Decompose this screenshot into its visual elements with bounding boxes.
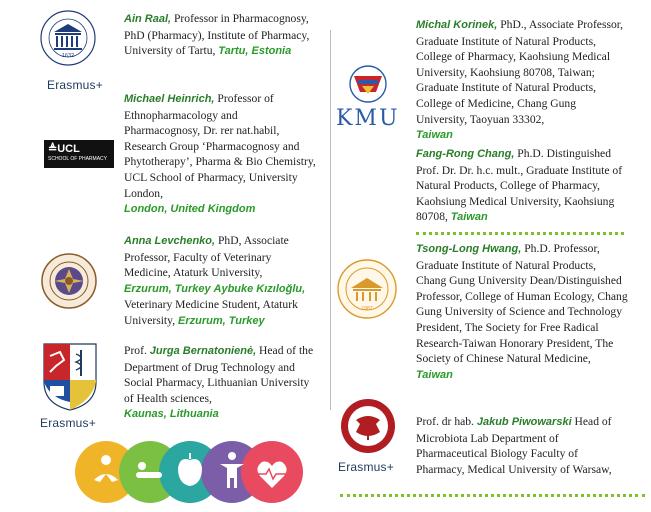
location: Taiwan: [416, 368, 453, 381]
entry-jakub-piwowarski: Prof. dr hab. Jakub Piwowarski Head of Microbiota Lab Department of Pharmaceutical Biology Faculty of Pharmacy, Medical University of Warsaw,: [416, 415, 612, 476]
person-name-2: Aybuke Kızıloğlu,: [213, 282, 306, 295]
chang-gung-year: 1987: [361, 306, 373, 312]
person-name: Ain Raal,: [124, 13, 172, 25]
entry-michal-korinek: Michal Korinek, PhD., Associate Professor, Graduate Institute of Natural Products, College of Pharmacy, Kaohsiung Medical University, Kaohsiung 80708, Taiwan; Graduate Institute of Natural Products, College of Medicine, Chang Gung University, Taoyuan 33302, Taiwan: [416, 18, 624, 142]
dotted-rule-bottom-right: [340, 494, 645, 497]
person-name: Michal Korinek,: [416, 19, 498, 31]
lsmu-logo: [42, 342, 98, 412]
erasmus-label-1: Erasmus+: [47, 78, 103, 92]
entry-michael-heinrich: Michael Heinrich, Professor of Ethnopharmacology and Pharmacognosy, Dr. rer nat.habil, Research Group ‘Pharmacognosy and Phytotherapy’, Pharma & Bio Chemistry, UCL School of Pharmacy, University London, London, United Kingdom: [124, 92, 316, 216]
tartu-year: 1632: [61, 53, 75, 59]
warsaw-medical-university-logo: [340, 398, 396, 454]
entry-fang-rong-chang: Fang-Rong Chang, Ph.D. Distinguished Prof. Dr. Dr. h.c. mult., Graduate Institute of Natural Products, College of Pharmacy, Kaohsiung Medical University, Kaohsiung 80708, Taiwan: [416, 147, 623, 224]
erasmus-label-2: Erasmus+: [40, 416, 96, 430]
location: London, United Kingdom: [124, 203, 256, 216]
location-2: Erzurum, Turkey: [178, 314, 265, 327]
tartu-university-logo: [40, 8, 96, 74]
ataturk-university-logo: [40, 252, 98, 310]
person-name: Tsong-Long Hwang,: [416, 243, 522, 255]
kmu-logo: [336, 62, 400, 132]
person-name: Jurga Bernatonienė,: [149, 345, 257, 357]
location: Tartu, Estonia: [218, 45, 292, 58]
person-name: Jakub Piwowarski: [476, 416, 572, 428]
person-name: Fang-Rong Chang,: [416, 148, 515, 160]
column-divider: [330, 30, 331, 410]
dotted-rule-mid-right: [416, 232, 624, 235]
location: Erzurum, Turkey: [124, 282, 211, 295]
entry-anna-levchenko: Anna Levchenko, PhD, Associate Professor, Faculty of Veterinary Medicine, Ataturk University, Erzurum, Turkey Aybuke Kızıloğlu, Veterinary Medicine Student, Ataturk University, Erzurum, Turkey: [124, 234, 306, 327]
location: Taiwan: [416, 129, 453, 142]
ucl-wordmark: ≜UCL: [48, 143, 80, 155]
ucl-logo: [44, 140, 114, 168]
location: Taiwan: [450, 211, 488, 224]
ucl-subtitle: SCHOOL OF PHARMACY: [48, 156, 107, 162]
person-name: Michael Heinrich,: [124, 93, 215, 105]
person-name: Anna Levchenko,: [124, 235, 216, 247]
kmu-wordmark: KMU: [336, 106, 400, 131]
chang-gung-logo: [336, 258, 398, 320]
entry-tsong-long-hwang: Tsong-Long Hwang, Ph.D. Professor, Graduate Institute of Natural Products, Chang Gung University Dean/Distinguished Professor, College of Human Ecology, Chang Gung University of Science and Technology President, The Society for Free Radical Research-Taiwan Honorary President, The Society of Chinese Natural Medicine, Taiwan: [416, 242, 628, 381]
location: Kaunas, Lithuania: [124, 408, 219, 421]
entry-jurga-bernatoniene: Prof. Jurga Bernatonienė, Head of the Department of Drug Technology and Social Pharmacy, Lithuanian University of Health sciences, Kaunas, Lithuania: [124, 344, 314, 421]
erasmus-label-3: Erasmus+: [338, 460, 394, 474]
health-icons-row: [72, 438, 306, 504]
entry-ain-raal: Ain Raal, Professor in Pharmacognosy, PhD (Pharmacy), Institute of Pharmacy, University of Tartu, Tartu, Estonia: [124, 12, 310, 58]
